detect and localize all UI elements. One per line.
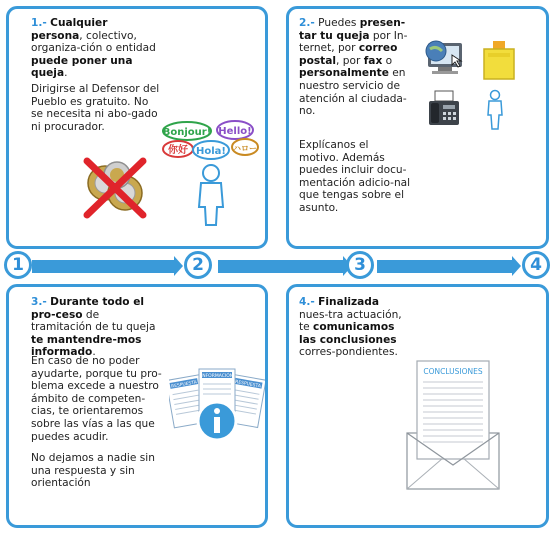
internet-computer-icon: [422, 39, 466, 79]
information-documents-icon: [169, 367, 265, 447]
step-4-bold-1: Finalizada: [318, 296, 380, 308]
step-3-bold-2: te mantendre-mos informado: [31, 333, 142, 359]
step-4-number: 4.-: [299, 296, 315, 308]
step-3-text-1: de tramitación de tu queja: [31, 308, 156, 334]
step-1-bold-2: puede poner una queja: [31, 54, 133, 80]
timeline-arrow-3: [377, 260, 512, 273]
fax-machine-icon: [427, 89, 461, 127]
timeline-step-4: 4: [522, 251, 550, 279]
mail-envelope-icon: [479, 39, 519, 83]
no-fee-coins-icon: [81, 157, 151, 219]
timeline-step-3: 3: [346, 251, 374, 279]
step-1-bold-1: Cualquier persona: [31, 17, 108, 42]
step-1-card: [6, 6, 268, 249]
step-1-number: 1.-: [31, 17, 47, 29]
progress-timeline: [0, 250, 557, 284]
step-3-body-1: En caso de no poder ayudarte, porque tu pro-blema excede a nuestro ámbito de competen-cias, te orientaremos sobre las vías a las que puedes acudir.: [31, 355, 162, 443]
doc-label-3: RESPUESTA: [234, 379, 262, 390]
step-2-text-2: por In-ternet, por: [299, 29, 408, 55]
step-4-bold-2: comunicamos las conclusiones: [299, 321, 397, 346]
person-in-office-icon: [484, 89, 506, 131]
greeting-5: ハロー: [233, 144, 257, 153]
greeting-4: Hola!: [196, 146, 226, 157]
step-2-card: [286, 6, 549, 249]
step-2-text-5: en nuestro servicio de atención al ciudada-no.: [299, 67, 407, 118]
step-2-bold-3: fax: [363, 54, 383, 67]
step-2-intro: [299, 17, 411, 128]
doc-label-2: INFORMACIÓN: [200, 374, 234, 379]
step-3-text-2: .: [92, 346, 96, 359]
step-1-intro: [31, 17, 161, 90]
step-4-text-1: nues-tra actuación, te: [299, 308, 402, 334]
timeline-step-2: 2: [184, 251, 212, 279]
step-2-text-1: Puedes: [314, 17, 360, 29]
step-4-intro: [299, 296, 411, 369]
multilingual-person-icon: [161, 119, 265, 229]
step-3-body-2: No dejamos a nadie sin una respuesta y sin orientación: [31, 452, 155, 490]
greeting-2: Hello!: [218, 126, 252, 137]
timeline-arrow-1: [32, 260, 174, 273]
step-2-bold-4: personalmente: [299, 67, 389, 80]
greeting-3: 你好: [168, 145, 188, 156]
step-2-body: Explícanos el motivo. Además puedes incluir docu-mentación adicio-nal que tengas sobre el asunto.: [299, 139, 411, 214]
step-2-bold-2: correo postal: [299, 42, 398, 67]
conclusions-envelope-icon: [401, 357, 505, 491]
step-2-bold-1: presen-tar tu queja: [299, 17, 406, 42]
doc-label-1: RESPUESTA: [170, 380, 198, 390]
timeline-step-1: 1: [4, 251, 32, 279]
timeline-arrow-2: [218, 260, 343, 273]
step-1-text-1: , colectivo, organiza-ción o entidad: [31, 29, 156, 55]
step-4-card: [286, 284, 549, 528]
step-2-number: 2.-: [299, 17, 315, 29]
step-3-bold-1: Durante todo el pro-ceso: [31, 296, 145, 321]
step-3-card: [6, 284, 268, 528]
step-1-body: Dirigirse al Defensor del Pueblo es gratuito. No se necesita ni abo-gado ni procurador.: [31, 83, 160, 133]
step-1-text-2: .: [64, 67, 68, 80]
step-3-number: 3.-: [31, 296, 47, 308]
conclusions-doc-title: CONCLUSIONES: [423, 367, 483, 376]
greeting-1: Bonjour!: [162, 127, 212, 138]
step-4-text-2: corres-pondientes.: [299, 346, 398, 359]
step-2-text-3: , por: [336, 54, 364, 67]
step-2-text-4: o: [382, 54, 393, 67]
